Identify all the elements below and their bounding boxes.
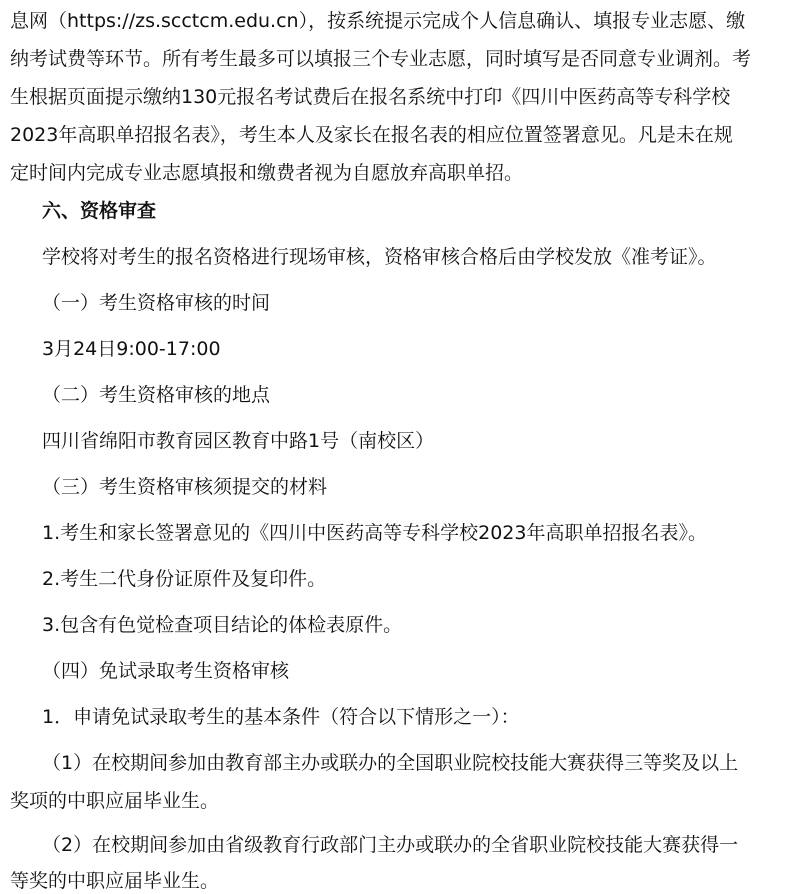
subsection-4-heading: （四）免试录取考生资格审核 — [42, 660, 290, 682]
intro-paragraph-line-5: 定时间内完成专业志愿填报和缴费者视为自愿放弃高职单招。 — [10, 162, 524, 184]
intro-paragraph-line-1: 息网（https://zs.scctcm.edu.cn），按系统提示完成个人信息确认、填报专业志愿、缴 — [10, 10, 746, 32]
condition-1-line-1: （1）在校期间参加由教育部主办或联办的全国职业院校技能大赛获得三等奖及以上 — [42, 752, 739, 774]
subsection-2-value: 四川省绵阳市教育园区教育中路1号（南校区） — [42, 430, 435, 452]
condition-2-line-1: （2）在校期间参加由省级教育行政部门主办或联办的全省职业院校技能大赛获得一 — [42, 834, 739, 856]
material-item: 1.考生和家长签署意见的《四川中医药高等专科学校2023年高职单招报名表》。 — [42, 522, 707, 544]
material-item: 2.考生二代身份证原件及复印件。 — [42, 568, 327, 590]
subsection-4-item-1: 1．申请免试录取考生的基本条件（符合以下情形之一）： — [42, 706, 520, 728]
section-six-intro: 学校将对考生的报名资格进行现场审核，资格审核合格后由学校发放《准考证》。 — [42, 246, 717, 268]
material-item: 3.包含有色觉检查项目结论的体检表原件。 — [42, 614, 403, 636]
subsection-2-heading: （二）考生资格审核的地点 — [42, 384, 271, 406]
section-six-heading: 六、资格审查 — [42, 200, 157, 222]
intro-paragraph-line-4: 2023年高职单招报名表》，考生本人及家长在报名表的相应位置签署意见。凡是未在规 — [10, 124, 733, 146]
condition-2-line-2: 等奖的中职应届毕业生。 — [10, 870, 220, 892]
subsection-3-heading: （三）考生资格审核须提交的材料 — [42, 476, 328, 498]
subsection-1-value: 3月24日9:00-17:00 — [42, 338, 221, 360]
condition-1-line-2: 奖项的中职应届毕业生。 — [10, 790, 220, 812]
intro-paragraph-line-2: 纳考试费等环节。所有考生最多可以填报三个专业志愿，同时填写是否同意专业调剂。考 — [10, 48, 752, 70]
intro-paragraph-line-3: 生根据页面提示缴纳130元报名考试费后在报名系统中打印《四川中医药高等专科学校 — [10, 86, 731, 108]
subsection-1-heading: （一）考生资格审核的时间 — [42, 292, 271, 314]
